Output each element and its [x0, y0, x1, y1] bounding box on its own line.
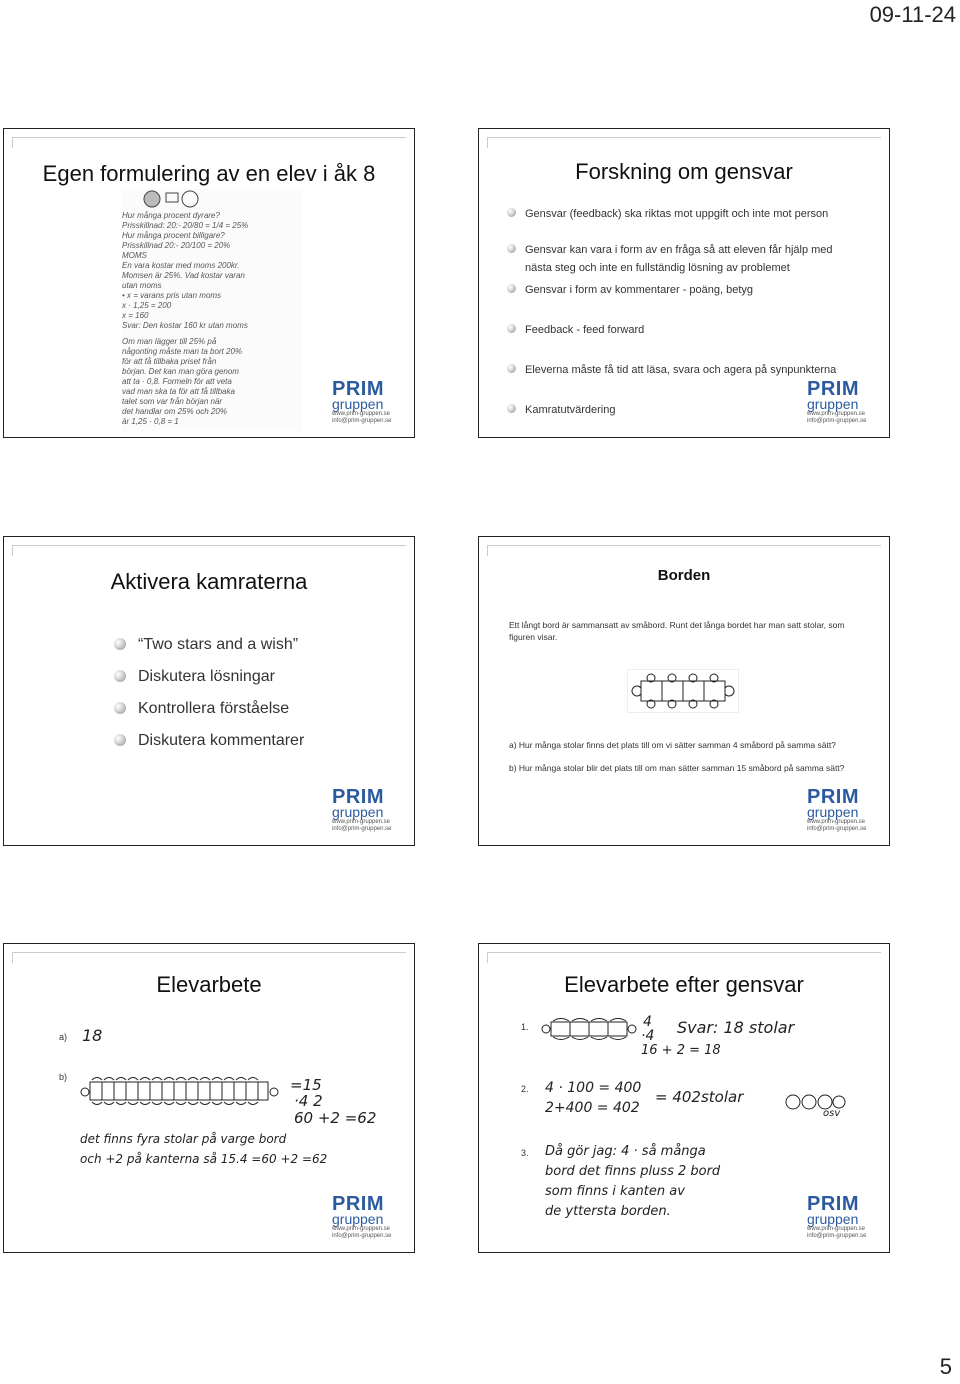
slide-title: Elevarbete — [156, 972, 262, 997]
hw-line: Hur många procent billigare? — [122, 231, 225, 240]
bullet-icon — [507, 404, 516, 413]
bullet-item: Diskutera lösningar — [114, 661, 394, 693]
slide-forskning-gensvar — [478, 128, 890, 438]
hw-line: vad man ska ta för att få tillbaka — [122, 387, 235, 396]
pie-drawings — [142, 189, 202, 209]
calc-line: ·4 2 — [294, 1092, 323, 1110]
bullet-icon — [114, 734, 126, 746]
student-tables-drawing — [80, 1074, 280, 1110]
prim-gruppen-logo: PRIM gruppen www.prim-gruppen.se info@prim-gruppen.se — [332, 786, 392, 832]
explanation-line: det finns fyra stolar på varge bord — [80, 1132, 287, 1146]
bullet-icon — [507, 364, 516, 373]
hw-line: det handlar om 25% och 20% — [122, 407, 227, 416]
calc-line: 4 — [643, 1014, 652, 1030]
hw-line: • x = varans pris utan moms — [122, 291, 222, 300]
question-b: b) Hur många stolar blir det plats till om man sätter samman 15 småbord på samma sätt? — [509, 763, 845, 773]
problem-text: Ett långt bord är sammansatt av småbord. Runt det långa bordet har man satt stolar, som figuren visar. — [509, 620, 845, 642]
label-a: a) — [59, 1032, 68, 1042]
slide-title: Borden — [657, 567, 711, 584]
bullet-icon — [507, 208, 516, 217]
slide-title: Elevarbete efter gensvar — [564, 972, 804, 997]
answer-line: = 402stolar — [655, 1088, 744, 1106]
calc-line: ·4 — [641, 1028, 655, 1044]
hw-line: MOMS — [122, 251, 147, 260]
page-date: 09-11-24 — [869, 2, 956, 27]
explanation-line: och +2 på kanterna så 15.4 =60 +2 =62 — [80, 1152, 328, 1166]
calc-line: 60 +2 =62 — [294, 1109, 377, 1127]
osv-note: osv — [823, 1108, 841, 1119]
prim-gruppen-logo: PRIM gruppen www.prim-gruppen.se info@prim-gruppen.se — [332, 1193, 392, 1239]
calc-line: 4 · 100 = 400 — [545, 1080, 642, 1096]
bullet-icon — [507, 284, 516, 293]
hw-line: för att få tillbaka priset från — [122, 357, 217, 366]
prim-gruppen-logo: PRIM gruppen www.prim-gruppen.se info@prim-gruppen.se — [807, 786, 867, 832]
prim-gruppen-logo: PRIM gruppen www.prim-gruppen.se info@prim-gruppen.se — [807, 1193, 867, 1239]
bullet-item: Diskutera kommentarer — [114, 725, 394, 757]
hw-line: Svar: Den kostar 160 kr utan moms — [122, 321, 248, 330]
bullet-item: Feedback - feed forward — [507, 321, 857, 339]
slide-title: Forskning om gensvar — [575, 159, 793, 184]
prim-gruppen-logo: PRIM gruppen www.prim-gruppen.se info@prim-gruppen.se — [807, 378, 867, 424]
hw-line: Hur många procent dyrare? — [122, 211, 220, 220]
bullet-item: Kamratutvärdering — [507, 401, 857, 419]
explanation-line: de yttersta borden. — [545, 1204, 671, 1219]
question-a: a) Hur många stolar finns det plats till om vi sätter samman 4 småbord på samma sätt? — [509, 740, 836, 750]
hw-line: x = 160 — [122, 311, 149, 320]
bullet-item: Gensvar i form av kommentarer - poäng, betyg — [507, 281, 857, 299]
slide-elevformulering — [3, 128, 415, 438]
bullet-list — [507, 205, 857, 419]
answer-line: Svar: 18 stolar — [677, 1018, 795, 1037]
hw-line: början. Det kan man göra genom — [122, 367, 239, 376]
label-3: 3. — [521, 1148, 529, 1158]
bullet-icon — [507, 324, 516, 333]
hw-line: x · 1,25 = 200 — [122, 301, 172, 310]
hw-line: Om man lägger till 25% på — [122, 337, 217, 346]
slide-borden — [478, 536, 890, 846]
slide-title: Egen formulering av en elev i åk 8 — [42, 161, 376, 186]
page-number: 5 — [939, 1354, 952, 1379]
slide-title: Aktivera kamraterna — [110, 569, 308, 594]
bullet-icon — [114, 670, 126, 682]
bullet-item: “Two stars and a wish” — [114, 629, 394, 661]
bullet-icon — [114, 702, 126, 714]
student-tables-drawing — [541, 1016, 637, 1042]
bullet-item: Eleverna måste få tid att läsa, svara och agera på synpunkterna — [507, 361, 857, 379]
label-b: b) — [59, 1072, 68, 1082]
bullet-item: Gensvar kan vara i form av en fråga så att eleven får hjälp med nästa steg och inte en fullständig lösning av problemet — [507, 241, 857, 277]
bullet-icon — [507, 244, 516, 253]
slide-elevarbete — [3, 943, 415, 1253]
slide-elevarbete-efter-gensvar — [478, 943, 890, 1253]
explanation-line: bord det finns pluss 2 bord — [545, 1164, 721, 1179]
hw-line: Prisskillnad: 20:- 20/80 = 1/4 = 25% — [122, 221, 249, 230]
calc-line: 16 + 2 = 18 — [641, 1043, 721, 1058]
answer-a: 18 — [82, 1026, 103, 1045]
hw-line: Momsen är 25%. Vad kostar varan — [122, 271, 245, 280]
hw-line: att ta · 0,8. Formeln för att veta — [122, 377, 232, 386]
label-2: 2. — [521, 1084, 529, 1094]
prim-gruppen-logo: PRIM gruppen www.prim-gruppen.se info@prim-gruppen.se — [332, 378, 392, 424]
hw-line: är 1,25 · 0,8 = 1 — [122, 417, 179, 426]
hw-line: talet som var från början när — [122, 397, 223, 406]
explanation-line: som finns i kanten av — [545, 1184, 685, 1199]
label-1: 1. — [521, 1022, 529, 1032]
hw-line: En vara kostar med moms 200kr. — [122, 261, 240, 270]
hw-line: Prisskillnad 20:- 20/100 = 20% — [122, 241, 231, 250]
calc-line: =15 — [290, 1076, 322, 1094]
explanation-line: Då gör jag: 4 · så många — [545, 1144, 706, 1159]
calc-line: 2+400 = 402 — [545, 1100, 640, 1116]
bullet-item: Kontrollera förståelse — [114, 693, 394, 725]
handwritten-solution — [122, 189, 302, 431]
hw-line: någonting måste man ta bort 20% — [122, 347, 243, 356]
bullet-item: Gensvar (feedback) ska riktas mot uppgift och inte mot person — [507, 205, 857, 223]
slide-aktivera-kamraterna — [3, 536, 415, 846]
bullet-icon — [114, 638, 126, 650]
bullet-list — [114, 629, 394, 757]
tables-figure — [627, 669, 739, 713]
hw-line: utan moms — [122, 281, 162, 290]
